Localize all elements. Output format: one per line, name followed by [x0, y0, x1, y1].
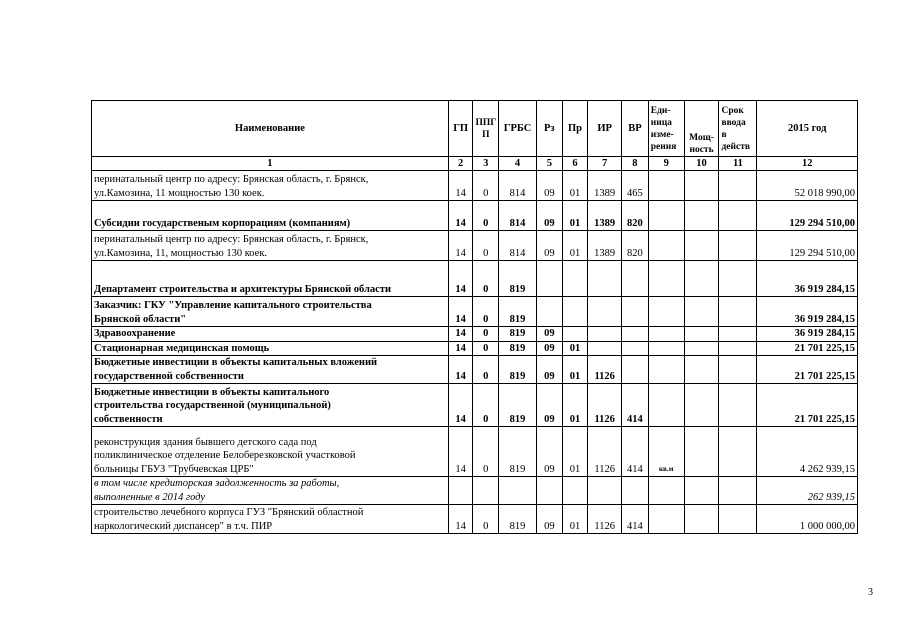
row-ppgp: 0 [473, 201, 499, 231]
row-vr: 414 [622, 427, 649, 477]
row-pr: 01 [562, 384, 588, 427]
row-pr [562, 297, 588, 327]
table-row [92, 171, 858, 201]
row-rz: 09 [537, 231, 563, 261]
row-gp: 14 [448, 356, 473, 384]
row-name: строительство лечебного корпуса ГУЗ "Брянский областной наркологический диспансер" в т.ч. ПИР [92, 505, 449, 534]
row-pr: 01 [562, 171, 588, 201]
row-unit [648, 297, 684, 327]
column-number: 3 [473, 157, 499, 171]
table-row [92, 505, 858, 534]
row-term [719, 327, 757, 342]
page-number: 3 [868, 587, 873, 598]
row-power [684, 477, 719, 505]
row-vr [622, 341, 649, 356]
row-power [684, 327, 719, 342]
row-vr [622, 477, 649, 505]
row-ppgp: 0 [473, 384, 499, 427]
row-name: Бюджетные инвестиции в объекты капитальных вложений государственной собственности [92, 356, 449, 384]
row-name: Стационарная медицинская помощь [92, 341, 449, 356]
row-ir [588, 327, 622, 342]
row-term [719, 341, 757, 356]
row-grbs: 814 [499, 231, 537, 261]
row-pr: 01 [562, 505, 588, 534]
row-amount: 21 701 225,15 [757, 341, 858, 356]
row-gp: 14 [448, 384, 473, 427]
row-power [684, 505, 719, 534]
row-gp: 14 [448, 327, 473, 342]
row-power [684, 356, 719, 384]
row-unit [648, 356, 684, 384]
header-term: Срок ввода в действ [719, 101, 757, 157]
row-term [719, 477, 757, 505]
row-grbs: 819 [499, 341, 537, 356]
row-pr [562, 477, 588, 505]
row-ppgp: 0 [473, 261, 499, 297]
row-term [719, 384, 757, 427]
row-amount: 36 919 284,15 [757, 327, 858, 342]
header-grbs: ГРБС [499, 101, 537, 157]
row-term [719, 297, 757, 327]
row-ir: 1389 [588, 231, 622, 261]
column-number: 7 [588, 157, 622, 171]
row-pr: 01 [562, 231, 588, 261]
row-term [719, 427, 757, 477]
row-vr: 414 [622, 505, 649, 534]
row-name: реконструкция здания бывшего детского сада под поликлиническое отделение Белоберезковской участковой больницы ГБУЗ "Трубчевская ЦРБ" [92, 427, 449, 477]
row-rz: 09 [537, 505, 563, 534]
row-amount: 262 939,15 [757, 477, 858, 505]
column-number: 2 [448, 157, 473, 171]
header-vr: ВР [622, 101, 649, 157]
row-pr: 01 [562, 201, 588, 231]
row-rz: 09 [537, 201, 563, 231]
row-pr [562, 261, 588, 297]
header-power: Мощ- ность [684, 101, 719, 157]
row-grbs: 819 [499, 384, 537, 427]
row-unit [648, 261, 684, 297]
table-row [92, 341, 858, 356]
column-number: 11 [719, 157, 757, 171]
row-grbs [499, 477, 537, 505]
row-amount: 4 262 939,15 [757, 427, 858, 477]
row-power [684, 171, 719, 201]
row-grbs: 814 [499, 201, 537, 231]
table-row [92, 356, 858, 384]
row-gp: 14 [448, 427, 473, 477]
row-term [719, 231, 757, 261]
row-vr [622, 297, 649, 327]
column-number: 5 [537, 157, 563, 171]
row-grbs: 819 [499, 261, 537, 297]
row-vr [622, 261, 649, 297]
row-amount: 129 294 510,00 [757, 201, 858, 231]
row-vr: 820 [622, 201, 649, 231]
row-grbs: 814 [499, 171, 537, 201]
header-year: 2015 год [757, 101, 858, 157]
row-gp [448, 477, 473, 505]
row-pr: 01 [562, 356, 588, 384]
row-name: Субсидии государственым корпорациям (компаниям) [92, 201, 449, 231]
row-amount: 21 701 225,15 [757, 384, 858, 427]
row-rz: 09 [537, 341, 563, 356]
row-power [684, 427, 719, 477]
row-amount: 1 000 000,00 [757, 505, 858, 534]
row-vr: 414 [622, 384, 649, 427]
row-name: Здравоохранение [92, 327, 449, 342]
row-vr [622, 356, 649, 384]
row-unit [648, 505, 684, 534]
table-row [92, 327, 858, 342]
row-ppgp: 0 [473, 297, 499, 327]
budget-table [91, 100, 858, 534]
row-name: перинатальный центр по адресу: Брянская область, г. Брянск, ул.Камозина, 11, мощностью 130 коек. [92, 231, 449, 261]
column-number: 4 [499, 157, 537, 171]
row-rz: 09 [537, 171, 563, 201]
row-gp: 14 [448, 297, 473, 327]
row-rz: 09 [537, 356, 563, 384]
row-ppgp: 0 [473, 231, 499, 261]
row-pr [562, 327, 588, 342]
row-gp: 14 [448, 201, 473, 231]
row-ir [588, 477, 622, 505]
row-ir: 1126 [588, 505, 622, 534]
row-ir: 1126 [588, 427, 622, 477]
row-grbs: 819 [499, 297, 537, 327]
table-row [92, 384, 858, 427]
row-rz: 09 [537, 384, 563, 427]
row-ir: 1126 [588, 384, 622, 427]
row-grbs: 819 [499, 356, 537, 384]
row-name: перинатальный центр по адресу: Брянская область, г. Брянск, ул.Камозина, 11 мощностью 130 коек. [92, 171, 449, 201]
row-unit [648, 341, 684, 356]
column-number-row [92, 157, 858, 171]
table-row [92, 201, 858, 231]
row-ppgp: 0 [473, 327, 499, 342]
row-ir [588, 341, 622, 356]
row-gp: 14 [448, 261, 473, 297]
column-number: 10 [684, 157, 719, 171]
header-gp: ГП [448, 101, 473, 157]
row-power [684, 201, 719, 231]
row-ppgp: 0 [473, 356, 499, 384]
row-rz: 09 [537, 327, 563, 342]
row-pr: 01 [562, 427, 588, 477]
header-ir: ИР [588, 101, 622, 157]
table-row [92, 297, 858, 327]
row-grbs: 819 [499, 327, 537, 342]
row-term [719, 201, 757, 231]
row-term [719, 171, 757, 201]
table-row [92, 231, 858, 261]
row-vr: 465 [622, 171, 649, 201]
row-term [719, 261, 757, 297]
row-ir: 1389 [588, 171, 622, 201]
table-row [92, 261, 858, 297]
row-term [719, 356, 757, 384]
table-row [92, 477, 858, 505]
column-number: 1 [92, 157, 449, 171]
row-rz [537, 261, 563, 297]
row-amount: 21 701 225,15 [757, 356, 858, 384]
row-gp: 14 [448, 171, 473, 201]
row-name: Бюджетные инвестиции в объекты капитального строительства государственной (муниципальной) собственности [92, 384, 449, 427]
row-amount: 52 018 990,00 [757, 171, 858, 201]
row-rz [537, 297, 563, 327]
row-name: в том числе кредиторская задолженность за работы, выполненные в 2014 году [92, 477, 449, 505]
row-gp: 14 [448, 505, 473, 534]
row-power [684, 231, 719, 261]
row-ir [588, 297, 622, 327]
row-unit [648, 384, 684, 427]
row-power [684, 261, 719, 297]
row-ppgp: 0 [473, 427, 499, 477]
row-ppgp [473, 477, 499, 505]
row-power [684, 341, 719, 356]
row-power [684, 384, 719, 427]
row-amount: 36 919 284,15 [757, 297, 858, 327]
row-vr [622, 327, 649, 342]
header-name: Наименование [92, 101, 449, 157]
row-rz [537, 477, 563, 505]
row-grbs: 819 [499, 505, 537, 534]
row-unit [648, 171, 684, 201]
row-ir: 1389 [588, 201, 622, 231]
row-ppgp: 0 [473, 171, 499, 201]
row-term [719, 505, 757, 534]
row-gp: 14 [448, 341, 473, 356]
table-row [92, 427, 858, 477]
column-number: 9 [648, 157, 684, 171]
row-vr: 820 [622, 231, 649, 261]
row-unit [648, 231, 684, 261]
row-ppgp: 0 [473, 505, 499, 534]
row-ir: 1126 [588, 356, 622, 384]
row-power [684, 297, 719, 327]
column-number: 8 [622, 157, 649, 171]
row-unit: кв.м [648, 427, 684, 477]
row-name: Департамент строительства и архитектуры Брянской области [92, 261, 449, 297]
row-ppgp: 0 [473, 341, 499, 356]
row-rz: 09 [537, 427, 563, 477]
column-number: 6 [562, 157, 588, 171]
header-unit: Еди- ница изме- рения [648, 101, 684, 157]
row-unit [648, 327, 684, 342]
header-pr: Пр [562, 101, 588, 157]
header-row [92, 101, 858, 157]
row-ir [588, 261, 622, 297]
column-number: 12 [757, 157, 858, 171]
row-grbs: 819 [499, 427, 537, 477]
row-amount: 36 919 284,15 [757, 261, 858, 297]
row-gp: 14 [448, 231, 473, 261]
row-unit [648, 477, 684, 505]
row-amount: 129 294 510,00 [757, 231, 858, 261]
row-pr: 01 [562, 341, 588, 356]
header-rz: Рз [537, 101, 563, 157]
row-name: Заказчик: ГКУ "Управление капитального строительства Брянской области" [92, 297, 449, 327]
header-ppgp: ППГ П [473, 101, 499, 157]
row-unit [648, 201, 684, 231]
